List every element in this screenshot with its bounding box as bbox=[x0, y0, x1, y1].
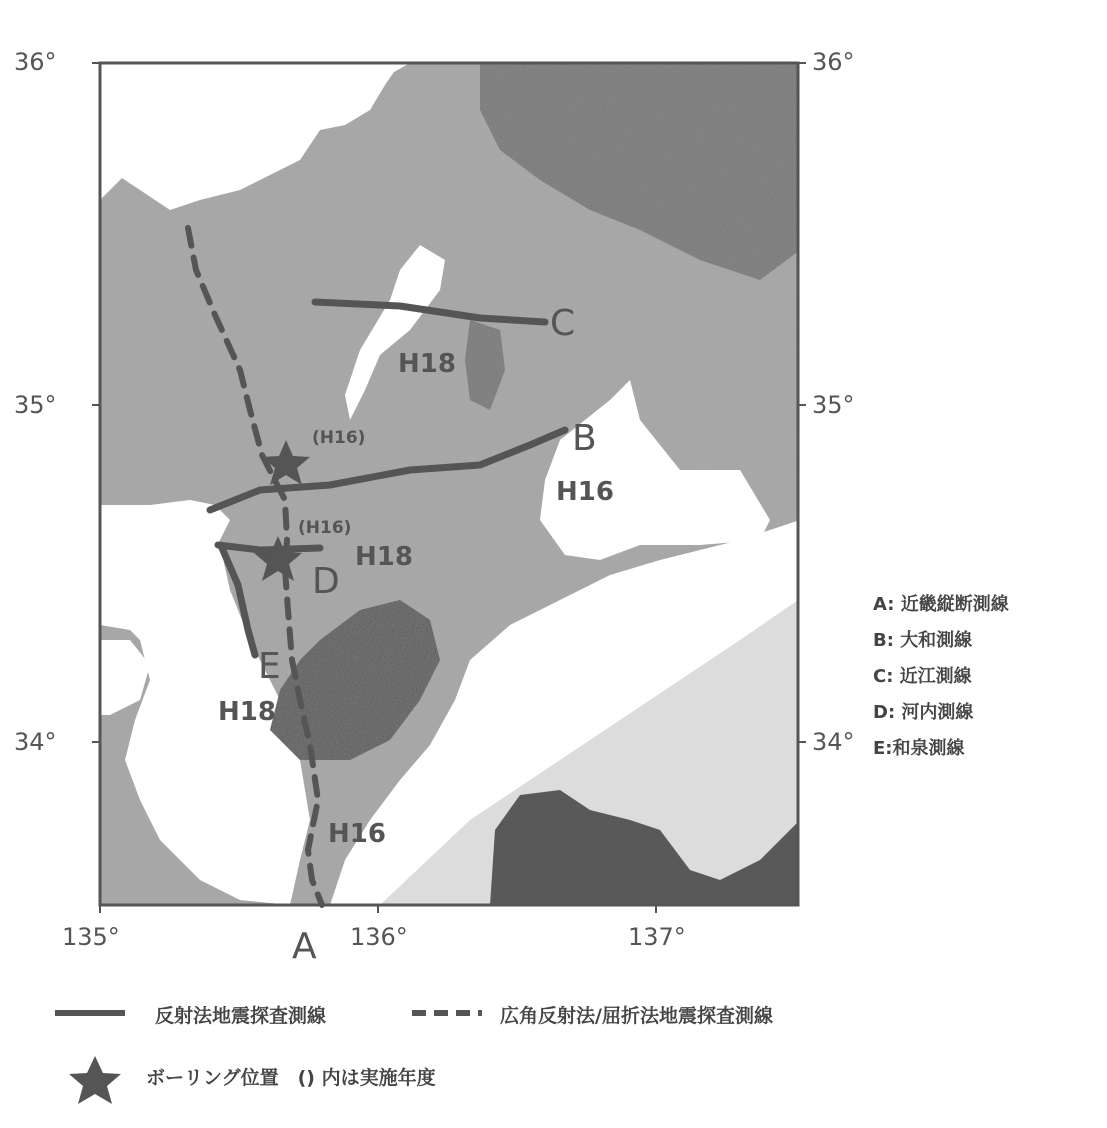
key-item-e: E:和泉測線 bbox=[873, 738, 965, 759]
lat-label-right-35: 35° bbox=[812, 391, 855, 419]
key-item-c: C: 近江測線 bbox=[873, 666, 972, 687]
key-item-b: B: 大和測線 bbox=[873, 630, 973, 651]
borehole-year-2: (H16) bbox=[298, 518, 352, 538]
line-label-b: B bbox=[572, 418, 597, 459]
key-item-a: A: 近畿縦断測線 bbox=[873, 594, 1009, 615]
year-label-b: H16 bbox=[556, 477, 614, 507]
lat-label-left-34: 34° bbox=[14, 728, 57, 756]
borehole-year-1: (H16) bbox=[312, 428, 366, 448]
map-terrain bbox=[100, 63, 800, 905]
line-label-e: E bbox=[258, 646, 281, 687]
lon-label-137: 137° bbox=[628, 923, 686, 951]
legend-star-label: ボーリング位置 () 内は実施年度 bbox=[146, 1067, 436, 1089]
year-label-c: H18 bbox=[398, 349, 456, 379]
line-label-a: A bbox=[292, 926, 317, 967]
key-item-d: D: 河内測線 bbox=[873, 702, 974, 723]
line-key bbox=[873, 590, 1009, 770]
lon-label-135: 135° bbox=[62, 923, 120, 951]
year-label-d: H18 bbox=[355, 542, 413, 572]
lat-label-right-36: 36° bbox=[812, 48, 855, 76]
year-label-a: H16 bbox=[328, 819, 386, 849]
line-label-c: C bbox=[550, 303, 576, 344]
legend-star-icon bbox=[69, 1056, 121, 1104]
lat-label-right-34: 34° bbox=[812, 728, 855, 756]
lat-label-left-35: 35° bbox=[14, 391, 57, 419]
legend-dashed-label: 広角反射法/屈折法地震探査測線 bbox=[500, 1005, 773, 1027]
lat-label-left-36: 36° bbox=[14, 48, 57, 76]
year-label-e: H18 bbox=[218, 697, 276, 727]
line-label-d: D bbox=[312, 561, 340, 602]
lon-label-136: 136° bbox=[350, 923, 408, 951]
legend-solid-label: 反射法地震探査測線 bbox=[155, 1005, 327, 1027]
